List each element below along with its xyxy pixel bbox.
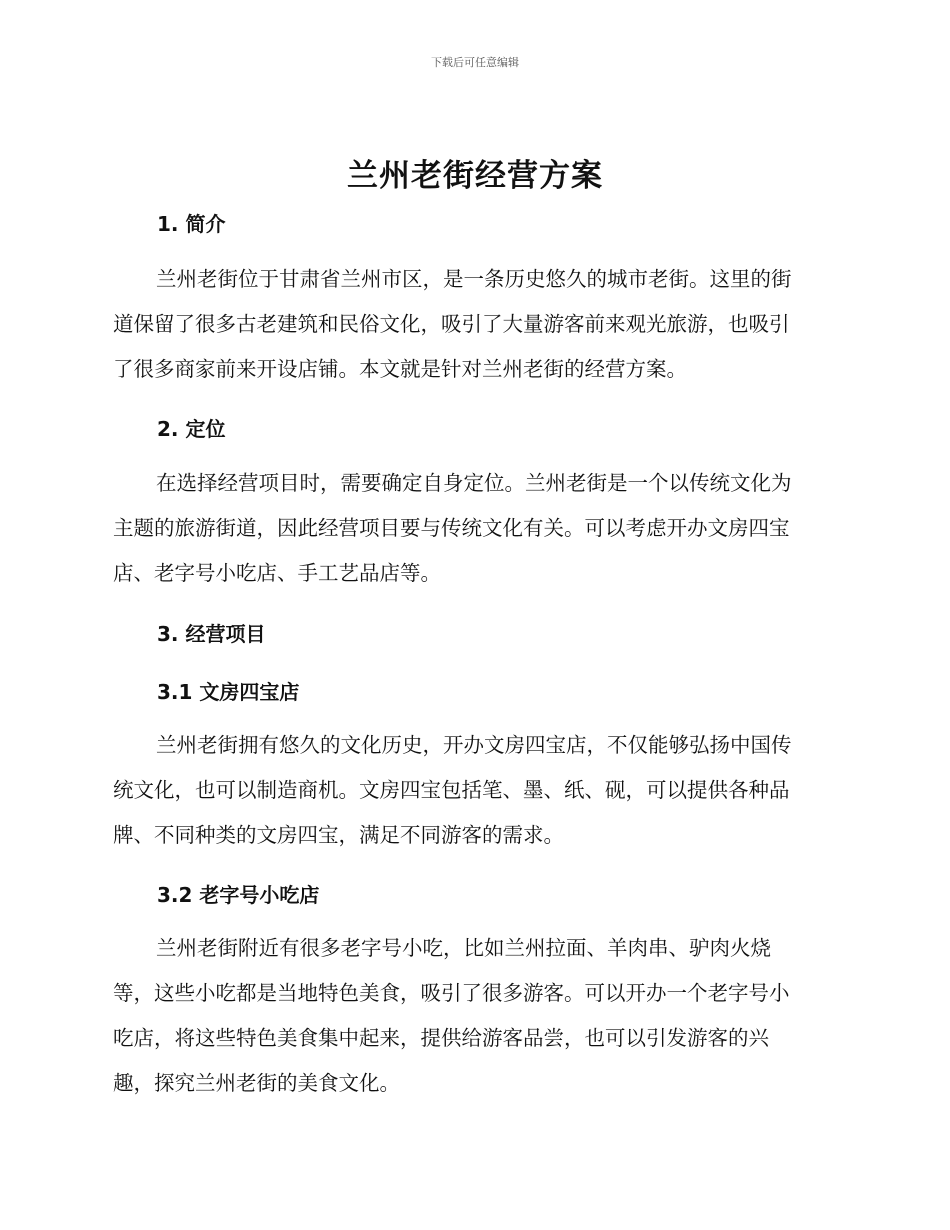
paragraph-line: 主题的旅游街道，因此经营项目要与传统文化有关。可以考虑开办文房四宝	[113, 516, 790, 540]
subsection-heading-snacks: 3.2 老字号小吃店	[157, 883, 320, 907]
paragraph-line: 兰州老街位于甘肃省兰州市区，是一条历史悠久的城市老街。这里的街	[156, 267, 792, 291]
document-title: 兰州老街经营方案	[347, 158, 603, 194]
paragraph-intro	[113, 257, 833, 392]
paragraph-line: 了很多商家前来开设店铺。本文就是针对兰州老街的经营方案。	[113, 357, 687, 381]
paragraph-line: 等，这些小吃都是当地特色美食，吸引了很多游客。可以开办一个老字号小	[113, 981, 790, 1005]
section-heading-positioning: 2. 定位	[157, 417, 226, 441]
section-heading-intro: 1. 简介	[157, 212, 226, 236]
paragraph-line: 店、老字号小吃店、手工艺品店等。	[113, 561, 441, 585]
paragraph-positioning	[113, 461, 833, 596]
paragraph-line: 统文化，也可以制造商机。文房四宝包括笔、墨、纸、砚，可以提供各种品	[113, 778, 790, 802]
paragraph-snacks	[113, 926, 833, 1106]
paragraph-line: 道保留了很多古老建筑和民俗文化，吸引了大量游客前来观光旅游，也吸引	[113, 312, 790, 336]
paragraph-line: 牌、不同种类的文房四宝，满足不同游客的需求。	[113, 823, 564, 847]
paragraph-line: 兰州老街拥有悠久的文化历史，开办文房四宝店，不仅能够弘扬中国传	[156, 733, 792, 757]
paragraph-stationery	[113, 723, 833, 858]
section-heading-projects: 3. 经营项目	[157, 622, 266, 646]
header-note: 下载后可任意编辑	[431, 56, 519, 69]
paragraph-line: 在选择经营项目时，需要确定自身定位。兰州老街是一个以传统文化为	[156, 471, 792, 495]
subsection-heading-stationery: 3.1 文房四宝店	[157, 680, 300, 704]
paragraph-line: 兰州老街附近有很多老字号小吃，比如兰州拉面、羊肉串、驴肉火烧	[156, 936, 771, 960]
paragraph-line: 吃店，将这些特色美食集中起来，提供给游客品尝，也可以引发游客的兴	[113, 1026, 769, 1050]
paragraph-line: 趣，探究兰州老街的美食文化。	[113, 1071, 400, 1095]
